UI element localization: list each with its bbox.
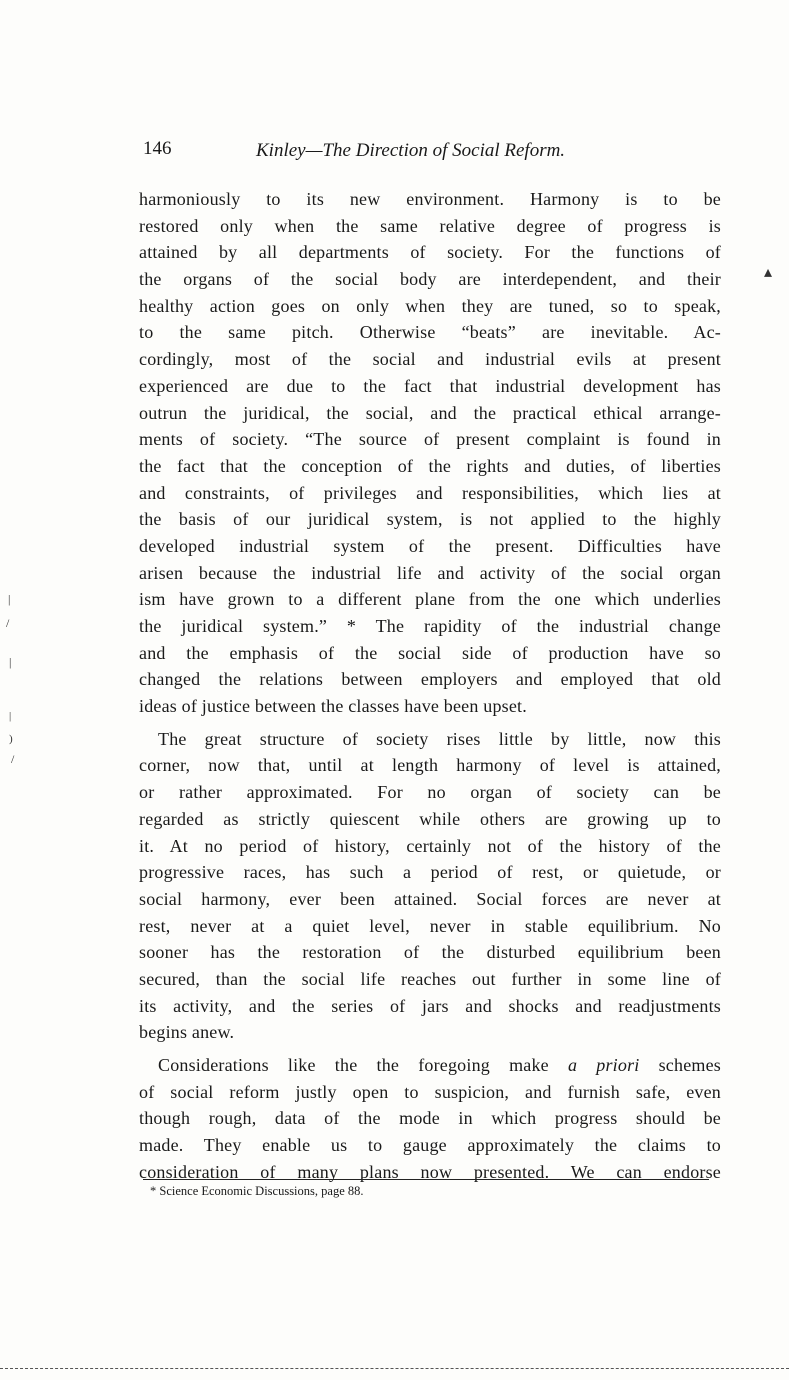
footnote-rule bbox=[143, 1179, 709, 1180]
text-line: or rather approximated. For no organ of society can be bbox=[139, 782, 721, 803]
text-line: though rough, data of the mode in which progress should be bbox=[139, 1108, 721, 1129]
text-line: developed industrial system of the present. Difficulties have bbox=[139, 535, 721, 556]
text-line: its activity, and the series of jars and shocks and readjustments bbox=[139, 995, 721, 1016]
text-line: outrun the juridical, the social, and the practical ethical arrange- bbox=[139, 402, 721, 423]
text-line: attained by all departments of society. For the functions of bbox=[139, 242, 721, 263]
text-line: and constraints, of privileges and responsibilities, which lies at bbox=[139, 482, 721, 503]
text-line: and the emphasis of the social side of production have so bbox=[139, 642, 721, 663]
text-line: corner, now that, until at length harmony of level is attained, bbox=[139, 755, 721, 776]
text-line: secured, than the social life reaches out further in some line of bbox=[139, 968, 721, 989]
margin-mark: | bbox=[9, 655, 12, 669]
paragraph-2 bbox=[139, 726, 721, 1046]
margin-mark: ) bbox=[9, 733, 13, 745]
text-line: the juridical system.” * The rapidity of the industrial change bbox=[139, 616, 721, 636]
text-line: it. At no period of history, certainly not of the history of the bbox=[139, 835, 721, 856]
margin-mark: / bbox=[6, 616, 10, 630]
paragraph-1 bbox=[139, 186, 721, 720]
text-line: consideration of many plans now presented. We can endorse bbox=[139, 1161, 721, 1182]
margin-mark: ▴ bbox=[764, 264, 773, 281]
page-number: 146 bbox=[143, 138, 172, 159]
text-line: the basis of our juridical system, is not applied to the highly bbox=[139, 509, 721, 530]
text-line: healthy action goes on only when they are tuned, so to speak, bbox=[139, 295, 721, 316]
italic-phrase: a priori bbox=[567, 1055, 640, 1075]
margin-mark: / bbox=[11, 752, 15, 766]
text-line: sooner has the restoration of the disturbed equilibrium been bbox=[139, 942, 721, 963]
text-line: rest, never at a quiet level, never in stable equilibrium. No bbox=[139, 915, 721, 936]
text-line: cordingly, most of the social and industrial evils at present bbox=[139, 349, 721, 370]
text-line: harmoniously to its new environment. Harmony is to be bbox=[139, 189, 721, 209]
text-line: experienced are due to the fact that industrial development has bbox=[139, 375, 721, 396]
body-text bbox=[139, 186, 721, 1185]
text-line: to the same pitch. Otherwise “beats” are inevitable. Ac- bbox=[139, 322, 721, 343]
text-line: ism have grown to a different plane from the one which underlies bbox=[139, 589, 721, 610]
page-bottom-edge bbox=[0, 1368, 789, 1369]
text-line: made. They enable us to gauge approximately the claims to bbox=[139, 1135, 721, 1156]
text-line: regarded as strictly quiescent while others are growing up to bbox=[139, 808, 721, 829]
text-line: social harmony, ever been attained. Social forces are never at bbox=[139, 888, 721, 909]
margin-mark: | bbox=[8, 592, 11, 606]
text-line: arisen because the industrial life and activity of the social organ bbox=[139, 562, 721, 583]
text-line: the fact that the conception of the rights and duties, of liberties bbox=[139, 455, 721, 476]
text-line: ideas of justice between the classes have been upset. bbox=[139, 696, 527, 717]
page-header bbox=[143, 138, 723, 168]
text-line: changed the relations between employers and employed that old bbox=[139, 669, 721, 690]
text-line: restored only when the same relative degree of progress is bbox=[139, 215, 721, 236]
text-line: The great structure of society rises little by little, now this bbox=[158, 728, 721, 749]
running-title: Kinley—The Direction of Social Reform. bbox=[256, 140, 566, 161]
text-line: ments of society. “The source of present complaint is found in bbox=[139, 429, 721, 450]
margin-mark: | bbox=[9, 710, 12, 722]
text-line: of social reform justly open to suspicion, and furnish safe, even bbox=[139, 1081, 721, 1102]
text-line: the organs of the social body are interdependent, and their bbox=[139, 269, 721, 290]
footnote: * Science Economic Discussions, page 88. bbox=[150, 1184, 364, 1198]
text-line: progressive races, has such a period of rest, or quietude, or bbox=[139, 862, 721, 883]
text-line-with-italic: Considerations like the the foregoing make a priori schemes bbox=[158, 1055, 721, 1075]
text-line: begins anew. bbox=[139, 1022, 235, 1043]
paragraph-3 bbox=[139, 1052, 721, 1185]
